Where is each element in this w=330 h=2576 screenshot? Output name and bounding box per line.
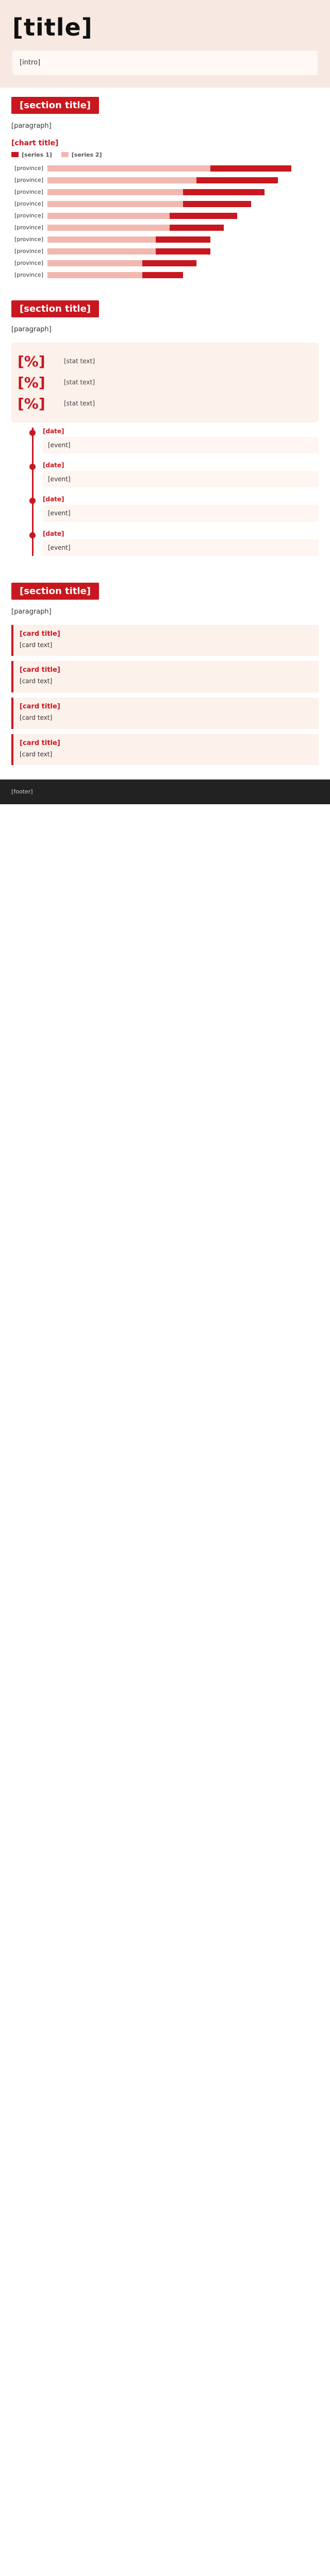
bar-row bbox=[11, 199, 319, 209]
section-2 bbox=[0, 291, 330, 573]
timeline-text: [event] bbox=[43, 539, 319, 556]
bar-track bbox=[47, 225, 319, 231]
bar-track bbox=[47, 165, 319, 172]
legend-item bbox=[61, 151, 102, 158]
legend-label: [series 1] bbox=[22, 151, 52, 158]
bar-label: [province] bbox=[14, 260, 43, 267]
bar-label: [province] bbox=[14, 272, 43, 279]
timeline-item bbox=[43, 530, 319, 556]
stat bbox=[18, 374, 312, 391]
section-2-para: [paragraph] bbox=[11, 325, 52, 333]
bar-label: [province] bbox=[14, 165, 43, 172]
card-desc: [card text] bbox=[20, 750, 53, 758]
bar-label: [province] bbox=[14, 236, 43, 243]
stat-pct: [%] bbox=[18, 395, 45, 412]
policy-card bbox=[11, 661, 319, 692]
bar-label: [province] bbox=[14, 248, 43, 255]
card-desc: [card text] bbox=[20, 714, 53, 722]
page-title: [title] bbox=[12, 13, 93, 41]
bar-track bbox=[47, 189, 319, 195]
bar-series-2 bbox=[47, 248, 156, 255]
bar-series-2 bbox=[47, 201, 183, 207]
bar-series-2 bbox=[47, 165, 210, 172]
section-1-title: [section title] bbox=[11, 97, 99, 114]
section-2-title: [section title] bbox=[11, 300, 99, 317]
bar-series-2 bbox=[47, 260, 142, 266]
bar-series-2 bbox=[47, 189, 183, 195]
bar-series-2 bbox=[47, 177, 196, 183]
bar-row bbox=[11, 234, 319, 245]
bar-label: [province] bbox=[14, 189, 43, 196]
bar-track bbox=[47, 177, 319, 183]
section-1 bbox=[0, 88, 330, 291]
bar-track bbox=[47, 201, 319, 207]
legend-label: [series 2] bbox=[71, 151, 102, 158]
stat-text: [stat text] bbox=[64, 400, 95, 408]
timeline-text: [event] bbox=[43, 505, 319, 521]
section-3 bbox=[0, 573, 330, 779]
bar-row bbox=[11, 211, 319, 221]
page bbox=[0, 0, 330, 804]
timeline-date: [date] bbox=[43, 427, 64, 435]
bar-row bbox=[11, 187, 319, 197]
card-title: [card title] bbox=[20, 666, 60, 674]
policy-card bbox=[11, 625, 319, 656]
timeline-text: [event] bbox=[43, 471, 319, 487]
bar-row bbox=[11, 175, 319, 185]
section-3-title: [section title] bbox=[11, 583, 99, 600]
section-1-para: [paragraph] bbox=[11, 122, 52, 130]
card-desc: [card text] bbox=[20, 641, 53, 649]
bar-track bbox=[47, 260, 319, 266]
bar-row bbox=[11, 246, 319, 257]
bar-row bbox=[11, 163, 319, 174]
footer: [footer] bbox=[0, 779, 330, 804]
bar-row bbox=[11, 258, 319, 268]
stat-pct: [%] bbox=[18, 374, 45, 391]
legend-item bbox=[11, 151, 52, 158]
stat-pct: [%] bbox=[18, 352, 45, 370]
bar-label: [province] bbox=[14, 200, 43, 208]
card-title: [card title] bbox=[20, 739, 60, 747]
stat-text: [stat text] bbox=[64, 358, 95, 365]
bar-row bbox=[11, 270, 319, 280]
card-title: [card title] bbox=[20, 630, 60, 638]
timeline-text: [event] bbox=[43, 437, 319, 453]
bar-track bbox=[47, 213, 319, 219]
bar-label: [province] bbox=[14, 212, 43, 219]
timeline-item bbox=[43, 462, 319, 487]
bar-track bbox=[47, 248, 319, 255]
chart-legend bbox=[11, 151, 319, 158]
card-desc: [card text] bbox=[20, 677, 53, 685]
bar-series-2 bbox=[47, 236, 156, 243]
intro-text: [intro] bbox=[12, 50, 318, 76]
hero bbox=[0, 0, 330, 88]
bar-label: [province] bbox=[14, 224, 43, 231]
bar-series-2 bbox=[47, 272, 142, 278]
bar-chart bbox=[11, 163, 319, 280]
chart-title: [chart title] bbox=[11, 139, 59, 147]
bar-track bbox=[47, 236, 319, 243]
timeline-date: [date] bbox=[43, 530, 64, 537]
stats-box bbox=[11, 343, 319, 422]
timeline-date: [date] bbox=[43, 461, 64, 469]
stat-text: [stat text] bbox=[64, 379, 95, 386]
card-title: [card title] bbox=[20, 703, 60, 711]
bar-series-2 bbox=[47, 213, 170, 219]
policy-card bbox=[11, 698, 319, 729]
policy-card bbox=[11, 734, 319, 766]
timeline-item bbox=[43, 428, 319, 453]
bar-label: [province] bbox=[14, 177, 43, 184]
timeline-date: [date] bbox=[43, 496, 64, 503]
timeline bbox=[32, 428, 319, 556]
section-3-para: [paragraph] bbox=[11, 608, 52, 616]
bar-series-2 bbox=[47, 225, 170, 231]
stat bbox=[18, 353, 312, 370]
timeline-item bbox=[43, 496, 319, 521]
stat bbox=[18, 395, 312, 412]
bar-row bbox=[11, 223, 319, 233]
bar-track bbox=[47, 272, 319, 278]
